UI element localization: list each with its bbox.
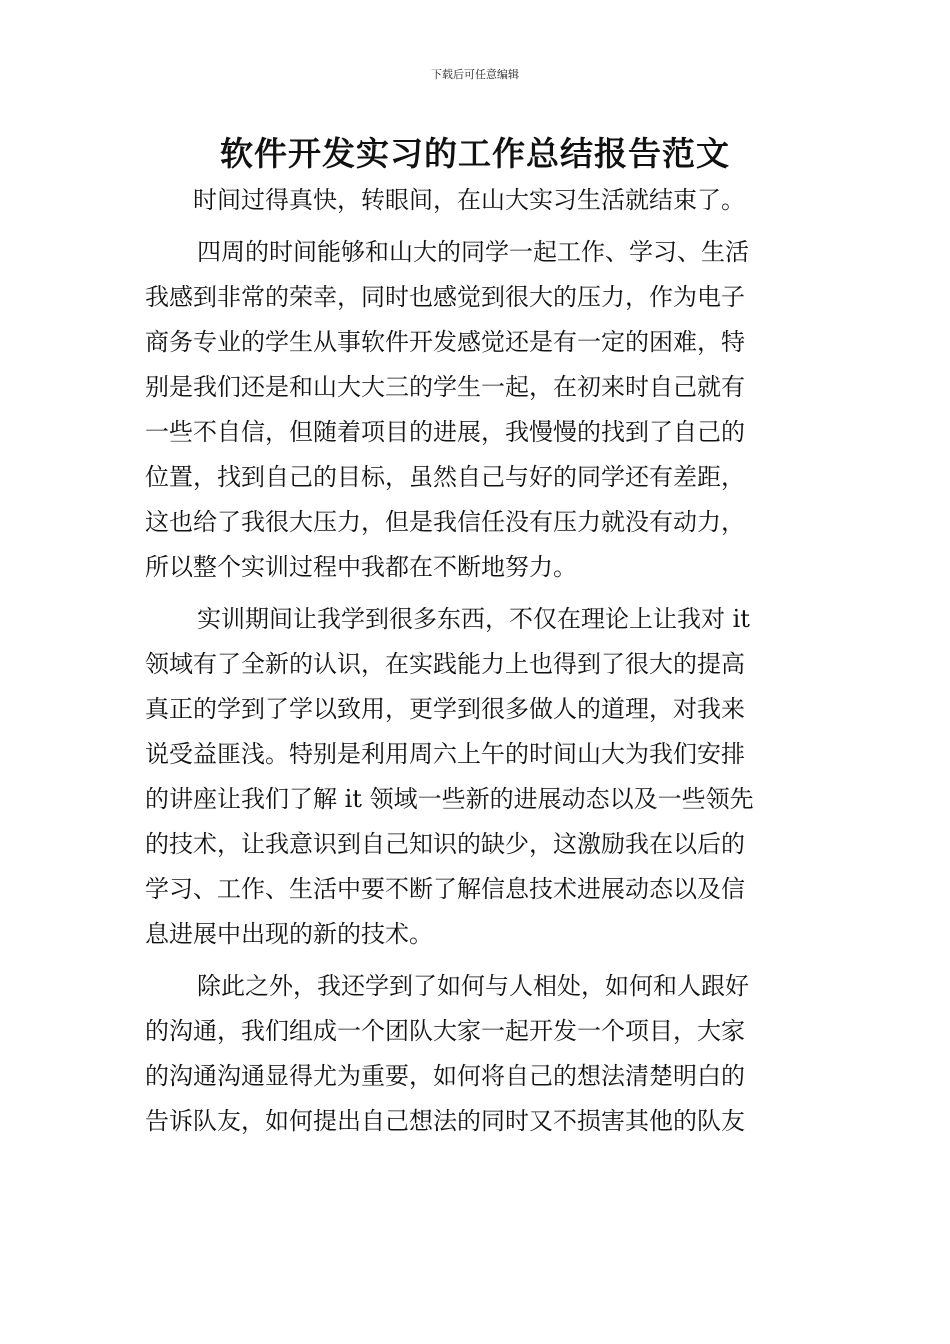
text-line: 说受益匪浅。特别是利用周六上午的时间山大为我们安排 — [145, 740, 745, 768]
text-line: 这也给了我很大压力，但是我信任没有压力就没有动力， — [145, 508, 745, 536]
body-text — [145, 178, 810, 1144]
text-line: 所以整个实训过程中我都在不断地努力。 — [145, 553, 577, 581]
text-line: 领域有了全新的认识，在实践能力上也得到了很大的提高 — [145, 650, 745, 678]
text-line: 别是我们还是和山大大三的学生一起，在初来时自己就有 — [145, 373, 745, 401]
text-line: 商务专业的学生从事软件开发感觉还是有一定的困难，特 — [145, 328, 745, 356]
text-line: 除此之外，我还学到了如何与人相处，如何和人跟好 — [197, 972, 749, 1000]
text-line: 的沟通沟通显得尤为重要，如何将自己的想法清楚明白的 — [145, 1062, 745, 1090]
header-note: 下载后可任意编辑 — [431, 68, 519, 81]
text-line: 位置，找到自己的目标，虽然自己与好的同学还有差距， — [145, 463, 745, 491]
text-line: 时间过得真快，转眼间，在山大实习生活就结束了。 — [193, 186, 745, 214]
text-line: 的技术，让我意识到自己知识的缺少，这激励我在以后的 — [145, 830, 745, 858]
text-line: 告诉队友，如何提出自己想法的同时又不损害其他的队友 — [145, 1107, 745, 1135]
text-line: 实训期间让我学到很多东西，不仅在理论上让我对 it — [197, 605, 750, 633]
text-line: 息进展中出现的新的技术。 — [145, 920, 433, 948]
text-line: 一些不自信，但随着项目的进展，我慢慢的找到了自己的 — [145, 418, 745, 446]
text-line: 四周的时间能够和山大的同学一起工作、学习、生活 — [197, 238, 749, 266]
text-line: 学习、工作、生活中要不断了解信息技术进展动态以及信 — [145, 875, 745, 903]
text-line: 我感到非常的荣幸，同时也感觉到很大的压力，作为电子 — [145, 283, 745, 311]
text-line: 的讲座让我们了解 it 领域一些新的进展动态以及一些领先 — [145, 785, 754, 813]
text-line: 的沟通，我们组成一个团队大家一起开发一个项目，大家 — [145, 1017, 745, 1045]
page-title: 软件开发实习的工作总结报告范文 — [220, 134, 730, 173]
text-line: 真正的学到了学以致用，更学到很多做人的道理，对我来 — [145, 695, 745, 723]
